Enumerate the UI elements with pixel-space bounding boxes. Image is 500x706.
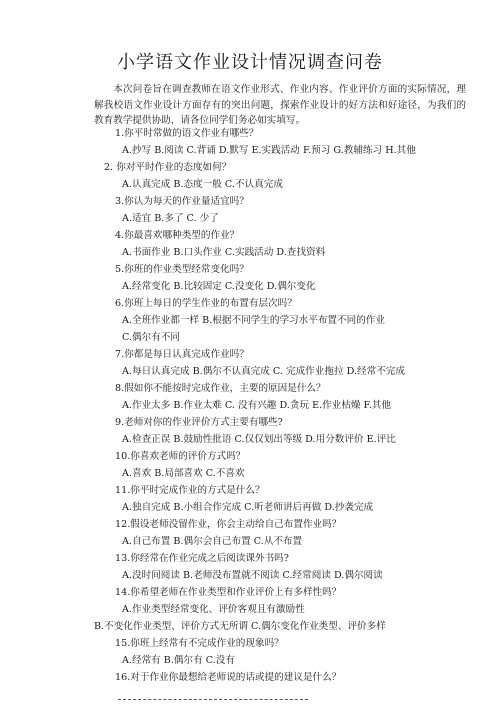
answer-4: A.书面作业 B.口头作业 C.实践活动 D.查找资料 (122, 247, 326, 258)
answer-6: A.全班作业都一样 B.根据不同学生的学习水平布置不同的作业 (122, 315, 385, 326)
question-7: 7.你都是每日认真完成作业吗？ (115, 349, 249, 360)
answer-11: A.独自完成 B.小组合作完成 C.听老师讲后再做 D.抄袭完成 (122, 502, 374, 513)
question-10: 10.你喜欢老师的评价方式吗？ (115, 451, 246, 462)
answer-13: A.没时间阅读 B.老师没布置就不阅读 C.经常阅读 D.偶尔阅读 (122, 570, 383, 581)
answer-15: A.经常有 B.偶尔有 C.没有 (122, 655, 235, 666)
question-4: 4.你最喜欢哪种类型的作业？ (115, 230, 240, 241)
question-14: 14.你希望老师在作业类型和作业评价上有多样性吗？ (115, 587, 342, 598)
question-3: 3.你认为每天的作业量适宜吗？ (115, 196, 249, 207)
answer-5: A.经常变化 B.比较固定 C.没变化 D.偶尔变化 (122, 281, 316, 292)
question-11: 11.你平时完成作业的方式是什么？ (115, 485, 265, 496)
question-2: 2. 你对平时作业的态度如何？ (104, 162, 232, 173)
answer-6-cont: C.偶尔有不同 (122, 332, 181, 343)
answer-7: A.每日认真完成 B.偶尔不认真完成 C. 完成作业拖拉 D.经常不完成 (122, 366, 405, 377)
answer-2: A.认真完成 B.态度一般 C.不认真完成 (122, 179, 283, 190)
answer-8: A.作业太多 B.作业太难 C. 没有兴趣 D.贪玩 E.作业枯燥 F.其他 (122, 400, 391, 411)
question-6: 6.你班上每日的学生作业的布置有层次吗？ (115, 298, 297, 309)
answer-14-cont: B.不变化作业类型、评价方式无所谓 C.偶尔变化作业类型、评价多样 (94, 621, 386, 632)
answer-10: A.喜欢 B.局部喜欢 C.不喜欢 (122, 468, 245, 479)
page-title: 小学语文作业设计情况调查问卷 (117, 52, 383, 73)
answer-9: A.检查正误 B.鼓励性批语 C.仅仅划出等级 D.用分数评价 E.评比 (122, 434, 396, 445)
question-5: 5.你班的作业类型经常变化吗？ (115, 264, 249, 275)
question-16: 16.对于作业你最想给老师说的话或提的建议是什么？ (115, 672, 342, 683)
question-15: 15.你班上经常有不完成作业的现象吗？ (115, 638, 284, 649)
answer-3: A.适宜 B.多了 C. 少了 (122, 213, 219, 224)
question-1: 1.你平时常做的语文作业有哪些？ (115, 128, 259, 139)
question-9: 9.老师对你的作业评价方式主要有哪些? (115, 417, 283, 428)
answer-blank-line (118, 699, 308, 700)
answer-14: A.作业类型经常变化、评价客观且有激励性 (122, 604, 305, 615)
answer-1: A.抄写 B.阅读 C.背诵 D.默写 E.实践活动 F.预习 G.教辅练习 H.其他 (122, 145, 416, 156)
intro-paragraph: 本次问卷旨在调查教师在语文作业形式、作业内容、作业评价方面的实际情况，理解我校语文作业设计方面存有的突出问题，探索作业设计的好方法和好途径，为我们的教育教学提供协助，请各位同学们务必如实填写。 (94, 84, 466, 126)
question-13: 13.你经常在作业完成之后阅读课外书吗? (115, 553, 289, 564)
question-12: 12.假设老师没留作业，你会主动给自己布置作业吗？ (115, 519, 342, 530)
question-8: 8.假如你不能按时完成作业，主要的原因是什么？ (115, 383, 326, 394)
answer-12: A.自己布置 B.偶尔会自己布置 C.从不布置 (122, 536, 303, 547)
